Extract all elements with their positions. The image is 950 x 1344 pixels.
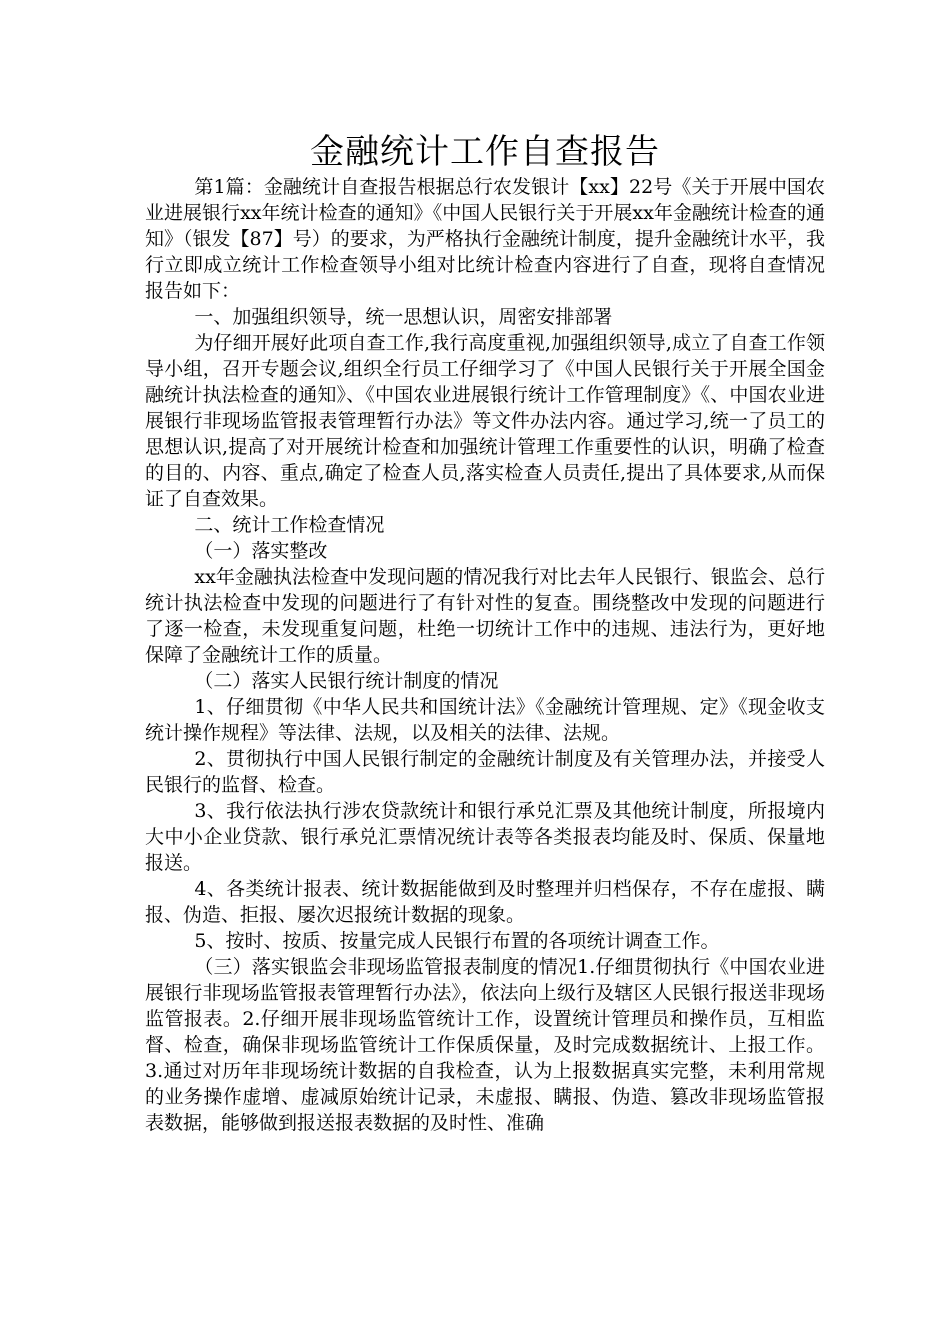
list-item-4: 4、各类统计报表、统计数据能做到及时整理并归档保存，不存在虚报、瞒报、伪造、拒报、屡次迟报统计数据的现象。 <box>145 878 825 926</box>
subsection-heading-1: （一）落实整改 <box>194 540 328 562</box>
paragraph-subsection-3: （三）落实银监会非现场监管报表制度的情况1.仔细贯彻执行《中国农业进展银行非现场监管报表管理暂行办法》，依法向上级行及辖区人民银行报送非现场监管报表。2.仔细开展非现场监管统计工作，设置统计管理员和操作员，互相监督、检查，确保非现场监管统计工作保质保量，及时完成数据统计、上报工作。3.通过对历年非现场统计数据的自我检查，认为上报数据真实完整，未利用常规的业务操作虚增、虚减原始统计记录，未虚报、瞒报、伪造、篡改非现场监管报表数据，能够做到报送报表数据的及时性、准确 <box>145 956 825 1134</box>
paragraph-intro: 第1篇：金融统计自查报告根据总行农发银计【xx】22号《关于开展中国农业进展银行xx年统计检查的通知》《中国人民银行关于开展xx年金融统计检查的通知》（银发【87】号）的要求，为严格执行金融统计制度，提升金融统计水平，我行立即成立统计工作检查领导小组对比统计检查内容进行了自查，现将自查情况报告如下： <box>145 176 825 302</box>
list-item-1: 1、仔细贯彻《中华人民共和国统计法》《金融统计管理规、定》《现金收支统计操作规程》等法律、法规，以及相关的法律、法规。 <box>145 696 825 744</box>
section-heading-2: 二、统计工作检查情况 <box>194 514 385 536</box>
section-heading-1: 一、加强组织领导，统一思想认识，周密安排部署 <box>194 306 613 328</box>
paragraph-subsection-1: xx年金融执法检查中发现问题的情况我行对比去年人民银行、银监会、总行统计执法检查中发现的问题进行了有针对性的复查。围绕整改中发现的问题进行了逐一检查，未发现重复问题，杜绝一切统计工作中的违规、违法行为，更好地保障了金融统计工作的质量。 <box>145 566 825 666</box>
list-item-3: 3、我行依法执行涉农贷款统计和银行承兑汇票及其他统计制度，所报境内大中小企业贷款、银行承兑汇票情况统计表等各类报表均能及时、保质、保量地报送。 <box>145 800 825 874</box>
subsection-heading-2: （二）落实人民银行统计制度的情况 <box>194 670 499 692</box>
list-item-2: 2、贯彻执行中国人民银行制定的金融统计制度及有关管理办法，并接受人民银行的监督、检查。 <box>145 748 825 796</box>
paragraph-section-1: 为仔细开展好此项自查工作,我行高度重视,加强组织领导,成立了自查工作领导小组，召开专题会议,组织全行员工仔细学习了《中国人民银行关于开展全国金融统计执法检查的通知》、《中国农业进展银行统计工作管理制度》《、中国农业进展银行非现场监管报表管理暂行办法》等文件办法内容。通过学习,统一了员工的思想认识,提高了对开展统计检查和加强统计管理工作重要性的认识，明确了检查的目的、内容、重点,确定了检查人员,落实检查人员责任,提出了具体要求,从而保证了自查效果。 <box>145 332 825 510</box>
document-page <box>145 130 825 1136</box>
document-title: 金融统计工作自查报告 <box>310 132 660 172</box>
list-item-5: 5、按时、按质、按量完成人民银行布置的各项统计调查工作。 <box>194 930 720 952</box>
